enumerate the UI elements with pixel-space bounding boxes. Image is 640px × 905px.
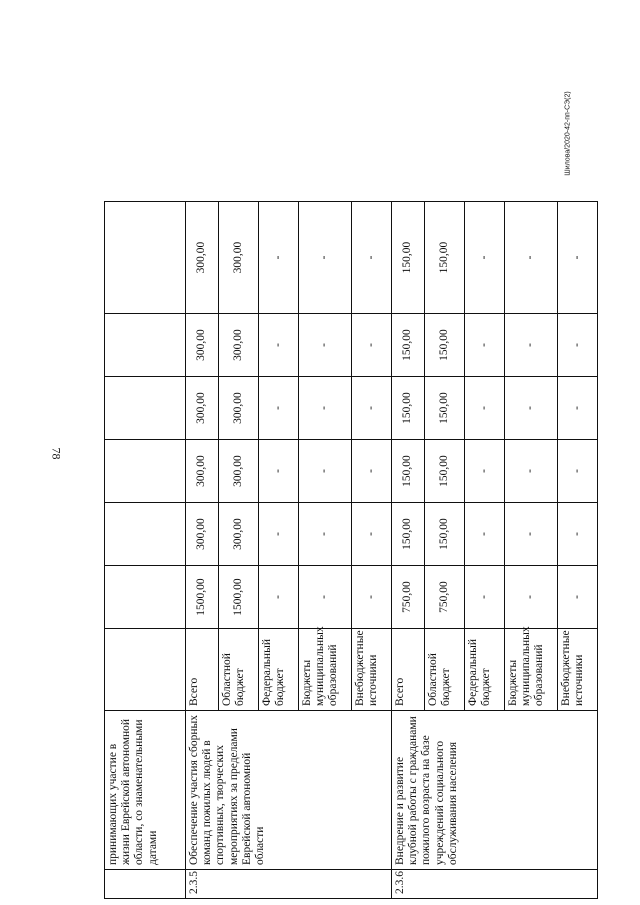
- year-cell: -: [558, 202, 598, 314]
- year-cell: 300,00: [186, 202, 219, 314]
- year-cell: 150,00: [425, 314, 465, 377]
- year-cell: 300,00: [219, 440, 259, 503]
- item-name-cell: Внедрение и развитие клубной работы с гражданами пожилого возраста на базе учреждений социального обслуживания населения: [392, 711, 598, 870]
- year-cell: -: [505, 377, 558, 440]
- year-cell: -: [259, 440, 299, 503]
- year-cell: -: [352, 314, 392, 377]
- source-cell: Федеральный бюджет: [259, 629, 299, 711]
- year-cell: 150,00: [392, 503, 425, 566]
- year-cell: 300,00: [186, 440, 219, 503]
- year-cell: 150,00: [392, 440, 425, 503]
- table-row: [392, 202, 425, 899]
- table-row-intro: [105, 202, 186, 899]
- year-cell: -: [259, 377, 299, 440]
- total-cell: 1500,00: [219, 566, 259, 629]
- document-code: Шилова/2020-42-пп-СЭ(2): [564, 91, 572, 176]
- year-cell: -: [505, 503, 558, 566]
- year-cell: -: [465, 314, 505, 377]
- year-cell: -: [558, 314, 598, 377]
- intro-empty-cell: [105, 566, 186, 629]
- total-cell: -: [465, 566, 505, 629]
- year-cell: -: [465, 440, 505, 503]
- total-cell: -: [259, 566, 299, 629]
- year-cell: 150,00: [392, 314, 425, 377]
- intro-empty-cell: [105, 629, 186, 711]
- year-cell: -: [299, 202, 352, 314]
- year-cell: 150,00: [425, 440, 465, 503]
- year-cell: 300,00: [219, 503, 259, 566]
- intro-empty-cell: [105, 503, 186, 566]
- year-cell: 150,00: [425, 377, 465, 440]
- year-cell: 300,00: [186, 503, 219, 566]
- year-cell: -: [505, 314, 558, 377]
- year-cell: -: [465, 503, 505, 566]
- year-cell: -: [558, 503, 598, 566]
- year-cell: 150,00: [392, 377, 425, 440]
- page-number: 78: [49, 447, 64, 460]
- year-cell: -: [299, 314, 352, 377]
- source-cell: Бюджеты муниципальных образований: [299, 629, 352, 711]
- source-cell: Внебюджетные источники: [352, 629, 392, 711]
- total-cell: -: [558, 566, 598, 629]
- year-cell: 300,00: [219, 202, 259, 314]
- year-cell: 300,00: [219, 377, 259, 440]
- source-cell: Внебюджетные источники: [558, 629, 598, 711]
- year-cell: -: [259, 503, 299, 566]
- table-row: [186, 202, 219, 899]
- source-cell: Бюджеты муниципальных образований: [505, 629, 558, 711]
- year-cell: -: [465, 377, 505, 440]
- intro-code-cell: [105, 870, 186, 899]
- source-cell: Областной бюджет: [219, 629, 259, 711]
- total-cell: 750,00: [425, 566, 465, 629]
- intro-empty-cell: [105, 202, 186, 314]
- year-cell: -: [352, 440, 392, 503]
- year-cell: -: [352, 503, 392, 566]
- item-code-cell: 2.3.6: [392, 870, 598, 899]
- source-cell: Всего: [186, 629, 219, 711]
- year-cell: -: [465, 202, 505, 314]
- total-cell: 1500,00: [186, 566, 219, 629]
- source-cell: Федеральный бюджет: [465, 629, 505, 711]
- year-cell: -: [505, 440, 558, 503]
- year-cell: 150,00: [392, 202, 425, 314]
- total-cell: -: [505, 566, 558, 629]
- year-cell: -: [558, 377, 598, 440]
- total-cell: -: [299, 566, 352, 629]
- year-cell: -: [259, 202, 299, 314]
- year-cell: 300,00: [186, 314, 219, 377]
- year-cell: 150,00: [425, 503, 465, 566]
- rotated-table-container: [104, 202, 586, 899]
- item-name-cell: Обеспечение участия сборных команд пожилых людей в спортивных, творческих мероприятиях за пределами Еврейской автономной области: [186, 711, 392, 870]
- budget-table: [104, 201, 598, 899]
- year-cell: -: [352, 202, 392, 314]
- year-cell: -: [299, 440, 352, 503]
- total-cell: 750,00: [392, 566, 425, 629]
- year-cell: -: [558, 440, 598, 503]
- year-cell: -: [299, 503, 352, 566]
- year-cell: 150,00: [425, 202, 465, 314]
- total-cell: -: [352, 566, 392, 629]
- year-cell: 300,00: [186, 377, 219, 440]
- source-cell: Всего: [392, 629, 425, 711]
- intro-empty-cell: [105, 440, 186, 503]
- source-cell: Областной бюджет: [425, 629, 465, 711]
- intro-empty-cell: [105, 377, 186, 440]
- year-cell: 300,00: [219, 314, 259, 377]
- year-cell: -: [505, 202, 558, 314]
- year-cell: -: [352, 377, 392, 440]
- year-cell: -: [299, 377, 352, 440]
- year-cell: -: [259, 314, 299, 377]
- intro-name-cell: принимающих участие в жизни Еврейской автономной области, со знаменательными датами: [105, 711, 186, 870]
- item-code-cell: 2.3.5: [186, 870, 392, 899]
- intro-empty-cell: [105, 314, 186, 377]
